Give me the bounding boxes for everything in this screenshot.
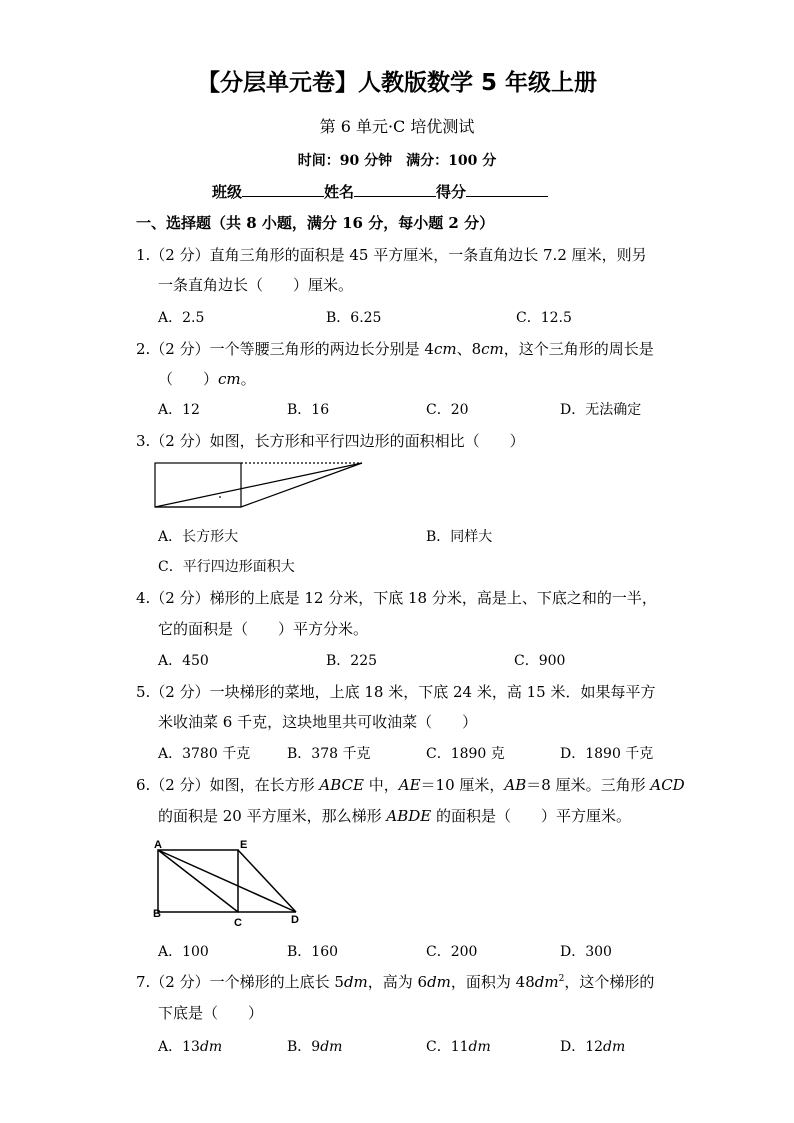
q5-line1: 5.（2 分）一块梯形的菜地，上底 18 米，下底 24 米，高 15 米．如果每平方 xyxy=(136,683,656,701)
q3-line1: 3.（2 分）如图，长方形和平行四边形的面积相比（ ） xyxy=(136,432,525,450)
label-c: C xyxy=(234,917,242,929)
q5-option-b[interactable]: B．378 千克 xyxy=(287,746,371,762)
class-label: 班级 xyxy=(212,183,243,201)
exam-meta: 时间：90 分钟 满分：100 分 xyxy=(297,153,497,169)
rectangle-shape xyxy=(155,463,241,507)
q2-option-a[interactable]: A．12 xyxy=(158,402,200,418)
q5-option-a[interactable]: A．3780 千克 xyxy=(158,746,251,762)
q2-line2: （ ）cm。 xyxy=(158,370,256,388)
q1-option-a[interactable]: A．2.5 xyxy=(158,310,205,326)
label-a: A xyxy=(154,839,162,851)
q6-line1: 6.（2 分）如图，在长方形 ABCE 中，AE＝10 厘米，AB＝8 厘米。三角形 ACD xyxy=(136,776,685,794)
score-blank[interactable] xyxy=(466,182,548,197)
q7-line1: 7.（2 分）一个梯形的上底长 5dm，高为 6dm，面积为 $48dm^2$，这个梯形的 xyxy=(136,973,655,991)
q7-option-c[interactable]: C．11dm xyxy=(426,1039,491,1055)
segment-ed xyxy=(238,850,296,912)
label-d: D xyxy=(291,914,299,926)
q7-option-d[interactable]: D．12dm xyxy=(560,1039,626,1055)
q2-option-c[interactable]: C．20 xyxy=(426,402,469,418)
label-e: E xyxy=(240,839,248,851)
q4-line2: 它的面积是（ ）平方分米。 xyxy=(158,620,369,638)
name-blank[interactable] xyxy=(354,182,436,197)
q3-option-b[interactable]: B．同样大 xyxy=(426,529,493,545)
class-blank[interactable] xyxy=(242,182,324,197)
q1-option-c[interactable]: C．12.5 xyxy=(516,310,572,326)
q1-line1: 1.（2 分）直角三角形的面积是 45 平方厘米，一条直角边长 7.2 厘米，则另 xyxy=(136,246,647,264)
q1-option-b[interactable]: B．6.25 xyxy=(326,310,382,326)
q6-option-d[interactable]: D．300 xyxy=(560,944,612,960)
q6-line2: 的面积是 20 平方厘米，那么梯形 ABDE 的面积是（ ）平方厘米。 xyxy=(158,807,632,825)
q4-option-a[interactable]: A．450 xyxy=(158,653,209,669)
q2-option-b[interactable]: B．16 xyxy=(287,402,330,418)
student-info-line xyxy=(212,181,548,202)
name-label: 姓名 xyxy=(324,183,355,201)
score-label: 得分 xyxy=(436,183,467,201)
q4-option-b[interactable]: B．225 xyxy=(326,653,378,669)
q6-option-c[interactable]: C．200 xyxy=(426,944,478,960)
q3-figure xyxy=(154,459,366,511)
q2-option-d[interactable]: D．无法确定 xyxy=(560,402,642,418)
q6-option-a[interactable]: A．100 xyxy=(158,944,209,960)
q7-option-b[interactable]: B．9dm xyxy=(287,1039,343,1055)
q3-option-c[interactable]: C．平行四边形面积大 xyxy=(158,559,295,575)
q7-line2: 下底是（ ） xyxy=(158,1004,264,1022)
q6-figure xyxy=(150,834,306,930)
q2-line1: 2.（2 分）一个等腰三角形的两边长分别是 4cm、8cm，这个三角形的周长是 xyxy=(136,340,654,358)
q5-line2: 米收油菜 6 千克，这块地里共可收油菜（ ） xyxy=(158,713,478,731)
q4-option-c[interactable]: C．900 xyxy=(514,653,566,669)
page-title: 【分层单元卷】人教版数学 5 年级上册 xyxy=(196,70,598,96)
q5-option-c[interactable]: C．1890 克 xyxy=(426,746,505,762)
q5-option-d[interactable]: D．1890 千克 xyxy=(560,746,654,762)
q4-line1: 4.（2 分）梯形的上底是 12 分米，下底 18 分米，高是上、下底之和的一半， xyxy=(136,589,657,607)
q6-option-b[interactable]: B．160 xyxy=(287,944,339,960)
q3-option-a[interactable]: A．长方形大 xyxy=(158,529,239,545)
q1-line2: 一条直角边长（ ）厘米。 xyxy=(158,276,354,294)
label-b: B xyxy=(153,908,161,920)
q7-option-a[interactable]: A．13dm xyxy=(158,1039,223,1055)
page-subtitle: 第 6 单元·C 培优测试 xyxy=(319,117,475,136)
section-heading: 一、选择题（共 8 小题，满分 16 分，每小题 2 分） xyxy=(136,214,495,232)
